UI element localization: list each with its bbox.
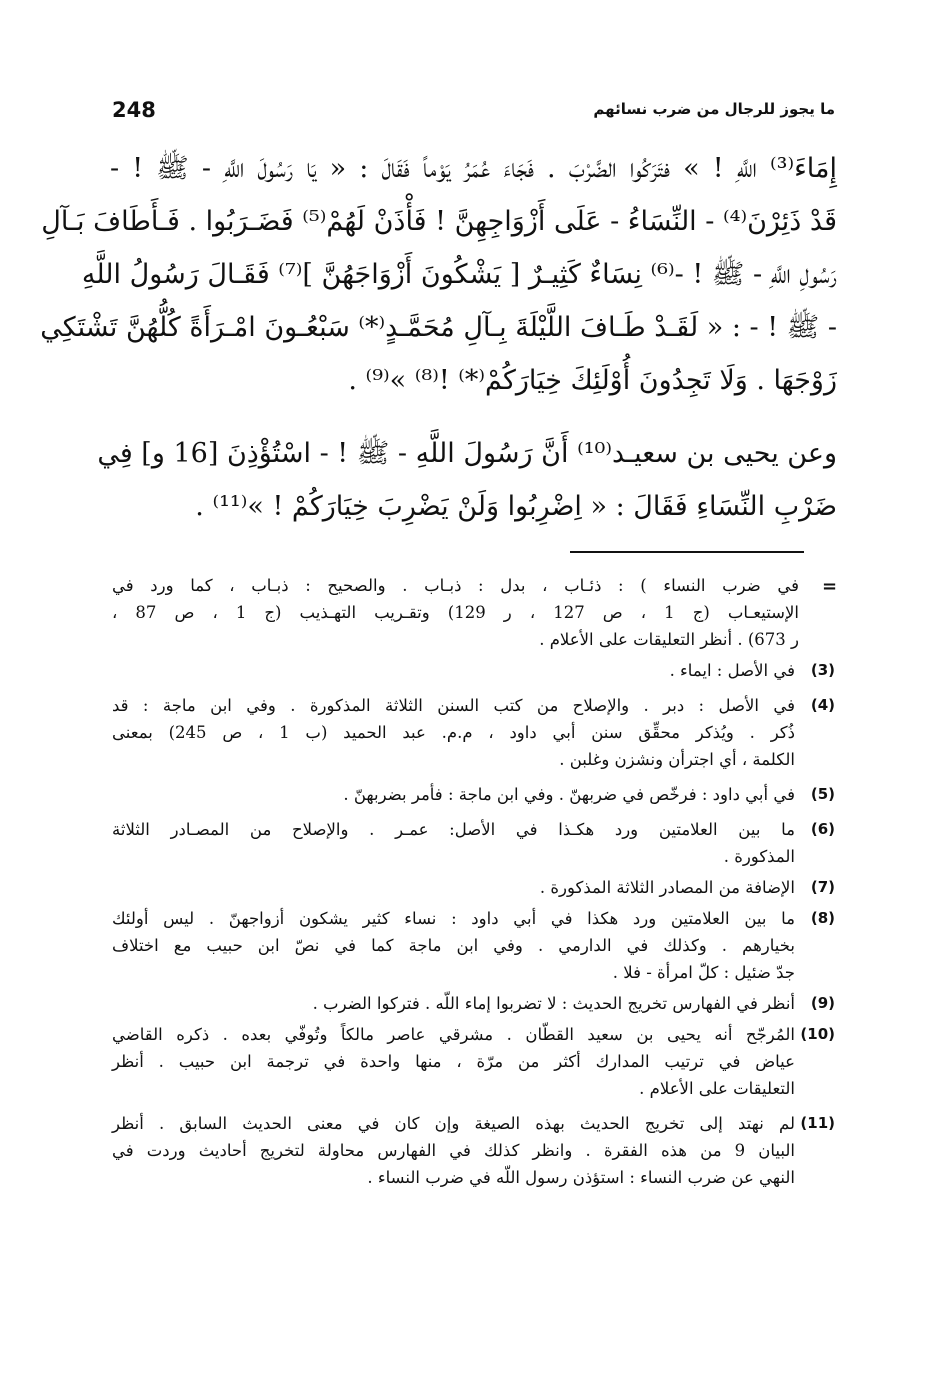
footnote-number: (11) [800, 1114, 835, 1132]
footnote-9 [112, 990, 835, 1017]
main-line: رَسُولِ اللَّهِ - ﷺ ! -⁽⁶⁾ نِسَاءٌ كَثِيـرٌ [ يَشْكُونَ أَزْوَاجَهُنَّ ]⁽⁷⁾ فَقَـالَ رَسُولُ اللَّهِ [81, 259, 837, 290]
footnote-line: التعليقات على الأعلام . [639, 1079, 795, 1098]
footnote-line: بخيارهم . وكذلك في الدارمي . وفي ابن ماجة كما في نصّ ابن حبيب مع اختلاف [112, 936, 795, 955]
footnote-line: ذُكر . ويُذكر محقِّق سنن أبي داود ، م.م. عبد الحميد (ب 1 ، ص 245) بمعنى [112, 723, 795, 742]
footnote-line: عياض في ترتيب المدارك أكثر من مرّة ، منها واحدة في ترجمة ابن حبيب . أنظر [112, 1052, 795, 1071]
footnote-number: (9) [810, 994, 835, 1012]
footnote-line: ما بين العلامتين ورد هكـذا في الأصل: عمـر . والإصلاح من المصـادر الثلاثة [112, 820, 795, 839]
main-line: ضَرْبِ النِّسَاءِ فَقَالَ : « اِضْرِبُوا وَلَنْ يَضْرِبَ خِيَارَكُمْ ! »⁽¹¹⁾ . [195, 491, 837, 522]
footnote-3 [112, 657, 835, 684]
page-number: 248 [112, 98, 156, 122]
footnote-number: (10) [800, 1025, 835, 1043]
footnote-5 [112, 781, 835, 808]
footnote-number: (7) [810, 878, 835, 896]
main-line: إِمَاءَ⁽³⁾ اللَّهِ ! » فتَرَكُوا الضَّرْبَ . فَجَاءَ عُمَرُ يَوْماً فَقَالَ : « يَا رَسُولَ اللَّهِ - ﷺ ! - [110, 153, 837, 184]
footnote-6 [112, 816, 835, 870]
footnote-line: البيان 9 من هذه الفقرة . وانظر كذلك في الفهارس محاولة لتخريج أحاديث وردت في [112, 1141, 795, 1160]
paragraph-gap [110, 407, 837, 427]
footnote-number: (5) [810, 785, 835, 803]
footnote-line: في الأصل : دبر . والإصلاح من كتب السنن الثلاثة المذكورة . وفي ابن ماجة : قد [112, 696, 795, 715]
footnote-continuation [112, 572, 799, 653]
footnote-line: الإضافة من المصادر الثلاثة المذكورة . [539, 878, 795, 897]
footnote-7 [112, 874, 835, 901]
main-line: قَدْ ذَئِرْنَ⁽⁴⁾ - النِّسَاءُ - عَلَى أَزْوَاجِهِنَّ ! فَأْذَنْ لَهُمْ⁽⁵⁾ فَضَـرَبُوا . فَـأَطَافَ بَـآلِ [41, 206, 837, 237]
running-title: ما يجوز للرجال من ضرب نسائهم [593, 100, 835, 118]
footnote-separator [570, 551, 804, 553]
footnote-line: الإستيعـاب (ج 1 ، ص 127 ، ر 129) وتقـريب التهـذيب (ج 1 ، ص 87 ، [112, 603, 799, 622]
footnote-11 [112, 1110, 835, 1191]
main-line: زَوْجَهَا . وَلَا تَجِدُونَ أُوْلَئِكَ خِيَارَكُمْ⁽*⁾ !⁽⁸⁾ »⁽⁹⁾ . [348, 365, 837, 396]
footnote-line: الكلمة ، أي اجترأن ونشزن وغلبن . [559, 750, 795, 769]
continuation-mark: = [822, 576, 838, 597]
footnote-number: (3) [810, 661, 835, 679]
footnote-8 [112, 905, 835, 986]
footnote-line: في الأصل : ايماء . [669, 661, 795, 680]
main-text [40, 142, 837, 533]
footnote-line: في ضرب النساء ) : ذئـاب ، بدل : ذبـاب . والصحيح : ذبـاب ، كما ورد في [112, 576, 799, 595]
footnote-line: النهي عن ضرب النساء : استؤذن رسول اللّه في ضرب النساء . [367, 1168, 795, 1187]
footnote-line: لم نهتد إلى تخريج الحديث بهذه الصيغة وإن كان في معنى الحديث السابق . أنظر [112, 1114, 795, 1133]
footnote-line: ر 673) . أنظر التعليقات على الأعلام . [539, 630, 799, 649]
main-line: وعن يحيى بن سعيـد⁽¹⁰⁾ أَنَّ رَسُولَ اللَّهِ - ﷺ ! - اسْتُؤْذِنَ [16 و] فِي [97, 438, 837, 469]
footnote-number: (8) [810, 909, 835, 927]
footnote-line: أنظر في الفهارس تخريج الحديث : لا تضربوا إماء اللّه . فتركوا الضرب . [312, 994, 795, 1013]
footnote-line: المذكورة . [723, 847, 795, 866]
footnote-line: في أبي داود : فرخّص في ضربهنّ . وفي ابن ماجة : فأمر بضربهنّ . [343, 785, 795, 804]
footnote-10 [112, 1021, 835, 1102]
page-header [112, 96, 835, 136]
footnote-4 [112, 692, 835, 773]
footnote-number: (6) [810, 820, 835, 838]
footnote-line: ما بين العلامتين ورد هكذا في أبي داود : نساء كثير يشكون أزواجهنّ . ليس أولئك [112, 909, 795, 928]
footnote-line: جدّ ضئيل : كلّ امرأة - فلا . [612, 963, 795, 982]
footnote-line: المُرجّح أنه يحيى بن سعيد القطّان . مشرقي عاصر مالكاً وتُوفّي بعده . ذكره القاضي [112, 1025, 795, 1044]
main-line: - ﷺ ! - : « لَقَـدْ طَـافَ اللَّيْلَةَ بِـآلِ مُحَمَّـدٍ⁽*⁾ سَبْعُـونَ امْـرَأَةً كُلُّهُنَّ تَشْتَكِي [40, 312, 837, 343]
footnote-number: (4) [810, 696, 835, 714]
footnotes [112, 572, 838, 1191]
